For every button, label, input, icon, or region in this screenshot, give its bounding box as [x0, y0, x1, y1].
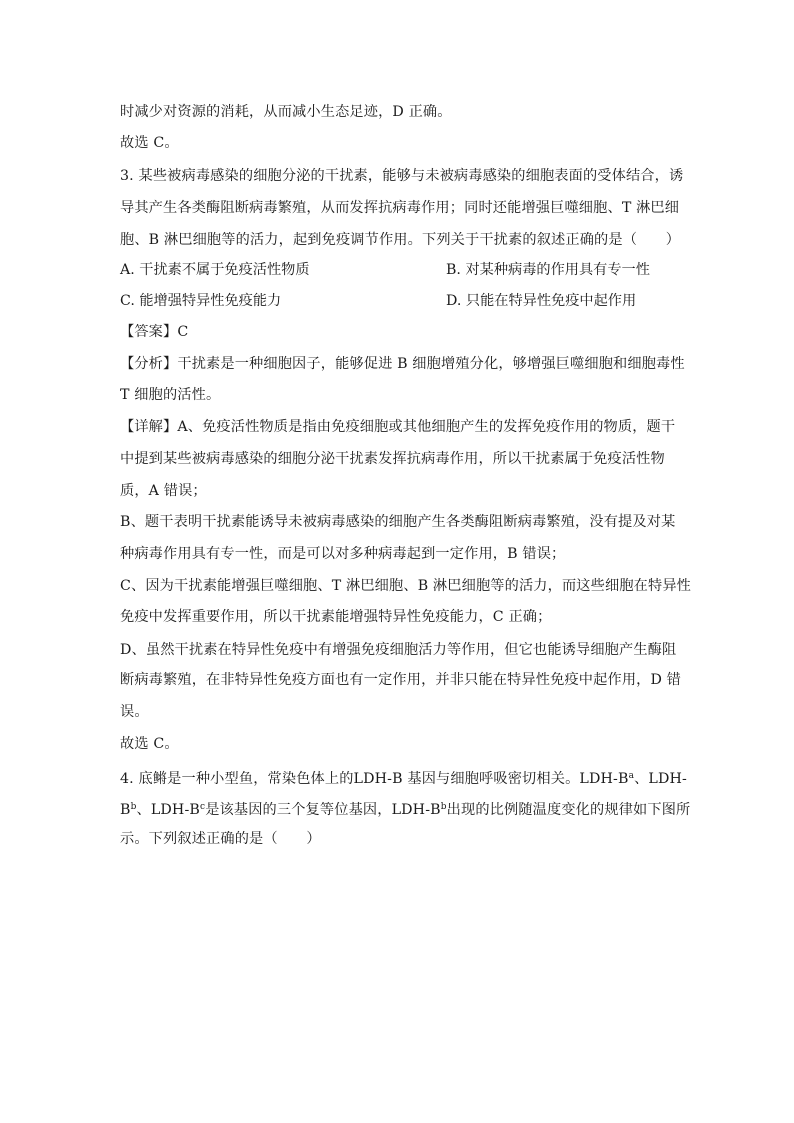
detail: 中提到某些被病毒感染的细胞分泌干扰素发挥抗病毒作用，所以干扰素属于免疫活性物 [120, 451, 665, 467]
detail: 断病毒繁殖，在非特异性免疫方面也有一定作用，并非只能在特异性免疫中起作用，D 错 [120, 672, 682, 688]
q4-text: 出现的比例随温度变化的规律如下图所 [446, 802, 691, 818]
detail: C、因为干扰素能增强巨噬细胞、T 淋巴细胞、B 淋巴细胞等的活力，而这些细胞在特异性 [120, 578, 692, 594]
detail: B、题干表明干扰素能诱导未被病毒感染的细胞产生各类酶阻断病毒繁殖，没有提及对某 [120, 514, 676, 530]
superscript-a: a [628, 771, 635, 781]
answer: 【答案】C [120, 324, 189, 340]
question-3-stem: 胞、B 淋巴细胞等的活力，起到免疫调节作用。下列关于干扰素的叙述正确的是（ ） [120, 232, 681, 248]
superscript-b: b [440, 802, 447, 812]
q4-text: 、LDH-B [136, 802, 200, 818]
q4-text: B [120, 802, 131, 818]
superscript-b: b [130, 802, 137, 812]
superscript-c: c [199, 802, 206, 812]
detail: 【详解】A、免疫活性物质是指由免疫细胞或其他细胞产生的发挥免疫作用的物质，题干 [120, 419, 676, 435]
question-4-stem [120, 766, 687, 789]
detail: 免疫中发挥重要作用，所以干扰素能增强特异性免疫能力，C 正确； [120, 609, 552, 625]
text-line: 故选 C。 [120, 135, 179, 151]
detail: D、虽然干扰素在特异性免疫中有增强免疫细胞活力等作用，但它也能诱导细胞产生酶阻 [120, 642, 677, 658]
question-3-stem: 导其产生各类酶阻断病毒繁殖，从而发挥抗病毒作用；同时还能增强巨噬细胞、T 淋巴细 [120, 200, 680, 216]
question-4-stem: 示。下列叙述正确的是（ ） [120, 831, 321, 847]
detail: 质，A 错误； [120, 483, 207, 499]
analysis: T 细胞的活性。 [120, 387, 221, 403]
select-line: 故选 C。 [120, 736, 179, 752]
analysis: 【分析】干扰素是一种细胞因子，能够促进 B 细胞增殖分化，够增强巨噬细胞和细胞毒性 [120, 356, 685, 372]
text-line: 时减少对资源的消耗，从而减小生态足迹，D 正确。 [120, 104, 452, 120]
option-c: C. 能增强特异性免疫能力 [120, 293, 282, 309]
q4-text: 、LDH- [634, 771, 687, 787]
q4-text: 4. 底鳉是一种小型鱼，常染色体上的LDH-B 基因与细胞呼吸密切相关。LDH-B [120, 771, 629, 787]
q4-text: 是该基因的三个复等位基因，LDH-B [205, 802, 441, 818]
option-b: B. 对某种病毒的作用具有专一性 [446, 262, 650, 278]
option-a: A. 干扰素不属于免疫活性物质 [120, 262, 310, 278]
option-d: D. 只能在特异性免疫中起作用 [446, 293, 637, 309]
question-3-stem: 3. 某些被病毒感染的细胞分泌的干扰素，能够与未被病毒感染的细胞表面的受体结合，诱 [120, 168, 684, 184]
detail: 种病毒作用具有专一性，而是可以对多种病毒起到一定作用，B 错误； [120, 546, 566, 562]
detail: 误。 [120, 704, 149, 720]
question-4-stem [120, 797, 690, 820]
